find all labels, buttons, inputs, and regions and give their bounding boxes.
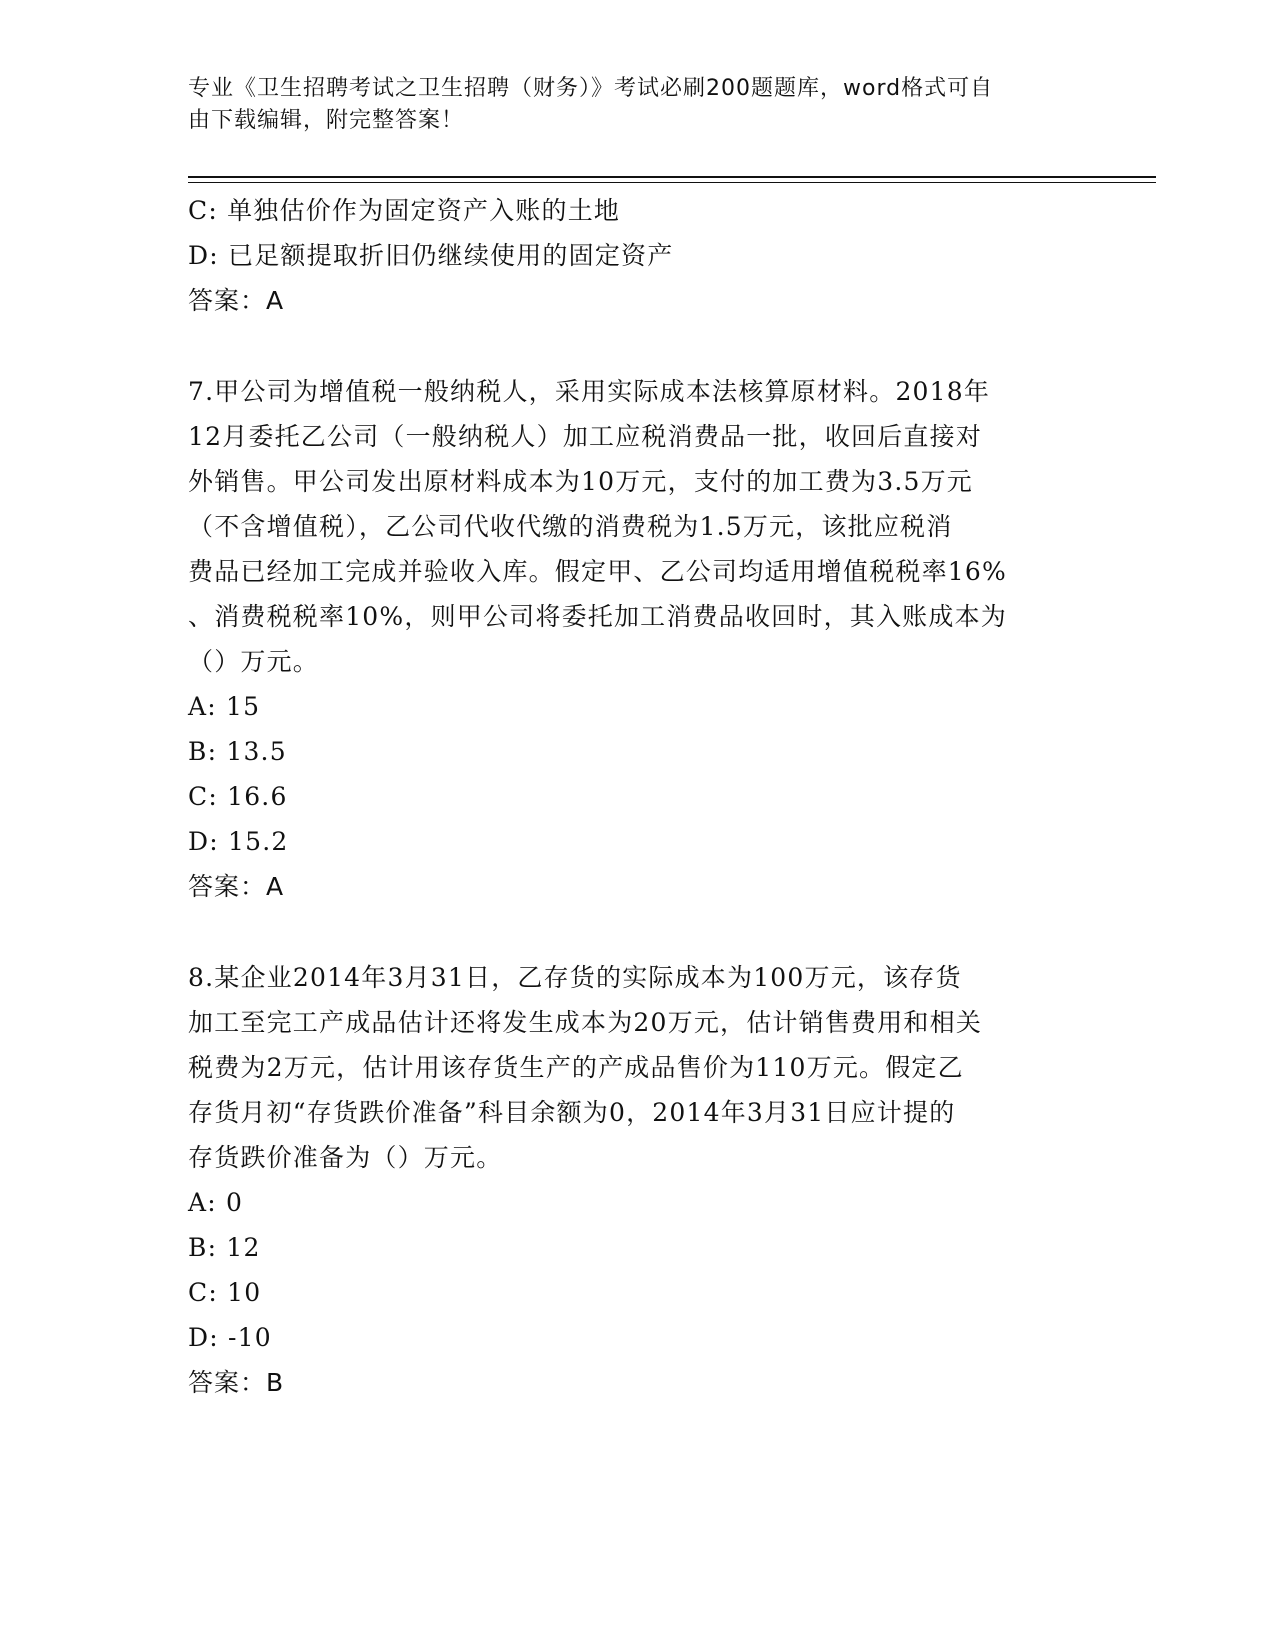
question-stem-line: 外销售。甲公司发出原材料成本为10万元，支付的加工费为3.5万元 — [188, 467, 973, 496]
answer-label: 答案：A — [188, 286, 285, 315]
option-d: D: -10 — [188, 1323, 272, 1352]
question-stem-line: 存货跌价准备为（）万元。 — [188, 1143, 503, 1172]
header-line-1: 专业《卫生招聘考试之卫生招聘（财务）》考试必刷200题题库，word格式可自 — [188, 76, 994, 101]
option-c: C: 16.6 — [188, 782, 288, 811]
option-a: A: 15 — [188, 692, 261, 721]
header-line-2: 由下载编辑，附完整答案！ — [188, 108, 465, 133]
header-divider-thin — [188, 182, 1156, 183]
option-a: A: 0 — [188, 1188, 244, 1217]
option-b: B: 13.5 — [188, 737, 287, 766]
question-stem-line: 7.甲公司为增值税一般纳税人，采用实际成本法核算原材料。2018年 — [188, 377, 991, 406]
header-divider-thick — [188, 176, 1156, 178]
question-spacer — [188, 909, 1088, 955]
option-c: C: 10 — [188, 1278, 262, 1307]
question-stem-line: 存货月初“存货跌价准备”科目余额为0，2014年3月31日应计提的 — [188, 1098, 956, 1127]
question-stem-line: （）万元。 — [188, 647, 320, 676]
question-stem-line: 8.某企业2014年3月31日，乙存货的实际成本为100万元，该存货 — [188, 963, 962, 992]
answer-label: 答案：A — [188, 872, 285, 901]
question-stem-line: 税费为2万元，估计用该存货生产的产成品售价为110万元。假定乙 — [188, 1053, 964, 1082]
question-8 — [188, 955, 1088, 1405]
option-b: B: 12 — [188, 1233, 261, 1262]
question-stem-line: 、消费税税率10%，则甲公司将委托加工消费品收回时，其入账成本为 — [188, 602, 1007, 631]
question-stem-line: 费品已经加工完成并验收入库。假定甲、乙公司均适用增值税税率16% — [188, 557, 1007, 586]
question-stem-line: （不含增值税），乙公司代收代缴的消费税为1.5万元，该批应税消 — [188, 512, 953, 541]
document-header — [188, 73, 1068, 137]
option-d: D: 已足额提取折旧仍继续使用的固定资产 — [188, 241, 674, 270]
question-6-tail — [188, 188, 1088, 323]
question-content — [188, 188, 1088, 1405]
question-stem-line: 加工至完工产成品估计还将发生成本为20万元，估计销售费用和相关 — [188, 1008, 983, 1037]
option-c: C: 单独估价作为固定资产入账的土地 — [188, 196, 621, 225]
question-stem-line: 12月委托乙公司（一般纳税人）加工应税消费品一批，收回后直接对 — [188, 422, 983, 451]
option-d: D: 15.2 — [188, 827, 289, 856]
question-7 — [188, 369, 1088, 909]
answer-label: 答案：B — [188, 1368, 285, 1397]
question-spacer — [188, 323, 1088, 369]
